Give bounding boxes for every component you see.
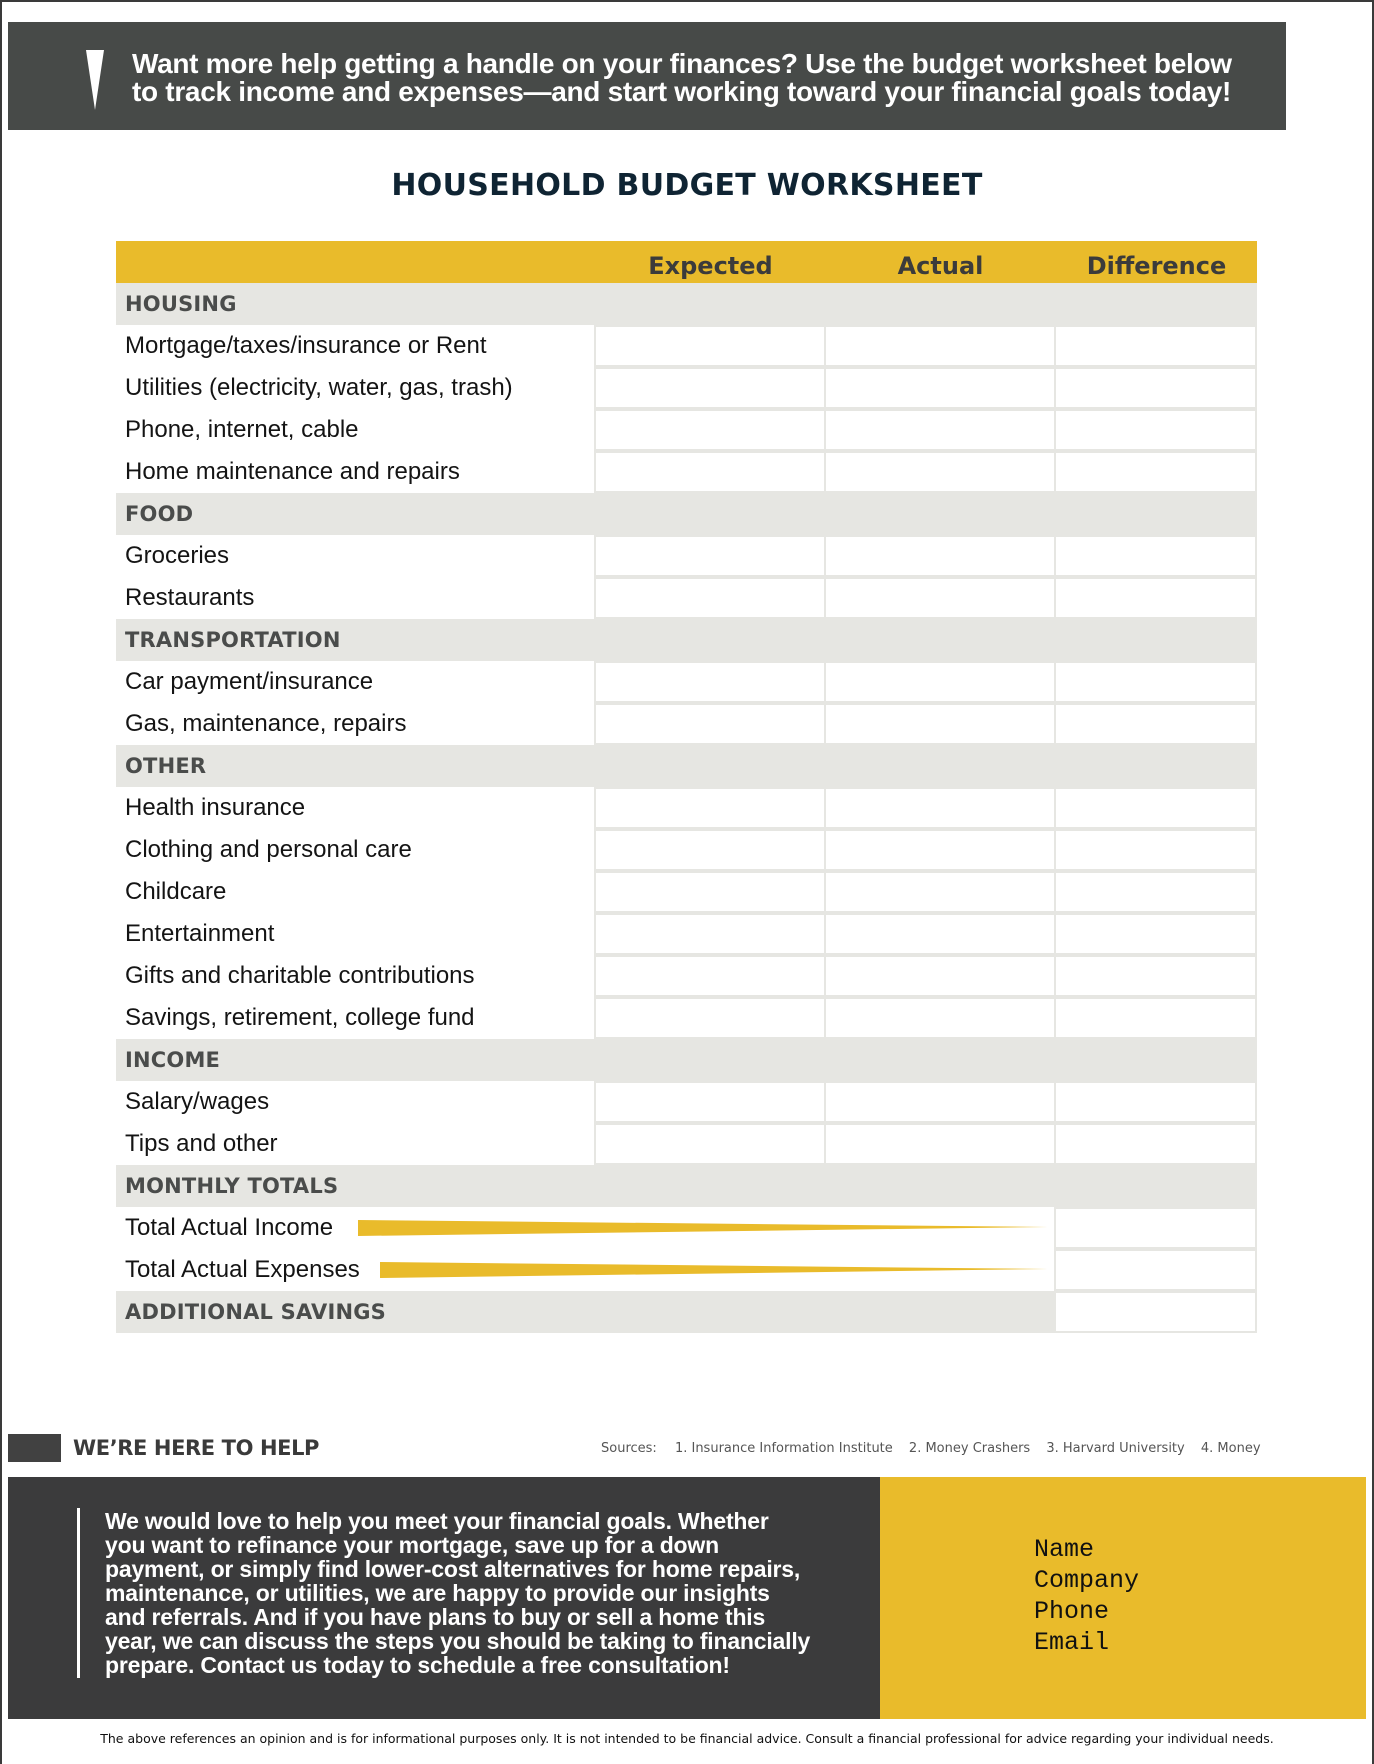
column-header-actual: Actual [897, 252, 984, 280]
expected-cell[interactable] [596, 705, 824, 743]
help-body-line: We would love to help you meet your financial goals. Whether [105, 1508, 769, 1534]
total-expenses-cell[interactable] [1056, 1251, 1255, 1289]
expected-cell[interactable] [596, 1083, 824, 1121]
source-item-1: 1. Insurance Information Institute [674, 1441, 893, 1456]
additional-savings-cell[interactable] [1056, 1293, 1255, 1331]
actual-cell[interactable] [826, 789, 1054, 827]
table-row [116, 787, 1257, 829]
expected-cell[interactable] [596, 369, 824, 407]
row-label: Entertainment [116, 913, 594, 955]
help-body-line: payment, or simply find lower-cost alternatives for home repairs, [105, 1556, 801, 1582]
source-item-4: 4. Money [1200, 1441, 1261, 1456]
table-row [116, 451, 1257, 493]
difference-cell[interactable] [1056, 915, 1255, 953]
disclaimer: The above references an opinion and is for informational purposes only. It is not intended to be financial advice. Consult a financial professional for advice regarding your individual needs. [100, 1731, 1274, 1746]
row-label: Restaurants [116, 577, 594, 619]
row-label: Home maintenance and repairs [116, 451, 594, 493]
contact-phone: Phone [1034, 1597, 1110, 1626]
difference-cell[interactable] [1056, 999, 1255, 1037]
table-row [116, 325, 1257, 367]
row-label: Gas, maintenance, repairs [116, 703, 594, 745]
table-row [116, 535, 1257, 577]
difference-cell[interactable] [1056, 327, 1255, 365]
section-header-food: FOOD [116, 493, 1257, 535]
total-expenses-row [116, 1249, 1257, 1291]
expected-cell[interactable] [596, 1125, 824, 1163]
contact-details [1034, 1534, 1139, 1658]
row-label: Savings, retirement, college fund [116, 997, 594, 1039]
source-item-2: 2. Money Crashers [908, 1441, 1031, 1456]
page-title: HOUSEHOLD BUDGET WORKSHEET [391, 168, 983, 203]
actual-cell[interactable] [826, 537, 1054, 575]
help-body-line: year, we can discuss the steps you should be taking to financially [105, 1628, 811, 1654]
table-row [116, 661, 1257, 703]
table-row [116, 955, 1257, 997]
actual-cell[interactable] [826, 957, 1054, 995]
table-row [116, 871, 1257, 913]
table-row [116, 913, 1257, 955]
expected-cell[interactable] [596, 873, 824, 911]
actual-cell[interactable] [826, 369, 1054, 407]
sources-label: Sources: [601, 1441, 657, 1456]
expected-cell[interactable] [596, 537, 824, 575]
difference-cell[interactable] [1056, 1083, 1255, 1121]
difference-cell[interactable] [1056, 789, 1255, 827]
row-label: Clothing and personal care [116, 829, 594, 871]
table-row [116, 577, 1257, 619]
help-body-line: prepare. Contact us today to schedule a free consultation! [105, 1652, 730, 1678]
actual-cell[interactable] [826, 1125, 1054, 1163]
banner-text [132, 50, 1262, 106]
section-header-income: INCOME [116, 1039, 1257, 1081]
row-label: Childcare [116, 871, 594, 913]
actual-cell[interactable] [826, 705, 1054, 743]
expected-cell[interactable] [596, 411, 824, 449]
difference-cell[interactable] [1056, 369, 1255, 407]
difference-cell[interactable] [1056, 831, 1255, 869]
expected-cell[interactable] [596, 957, 824, 995]
table-row [116, 703, 1257, 745]
difference-cell[interactable] [1056, 579, 1255, 617]
expected-cell[interactable] [596, 453, 824, 491]
section-header-monthly-totals: MONTHLY TOTALS [116, 1165, 1257, 1207]
table-header [116, 241, 1257, 283]
contact-company: Company [1034, 1566, 1140, 1595]
help-body [105, 1509, 825, 1677]
row-label: Utilities (electricity, water, gas, trash) [116, 367, 594, 409]
total-expenses-label: Total Actual Expenses [125, 1249, 370, 1291]
additional-savings-label: ADDITIONAL SAVINGS [125, 1300, 386, 1324]
difference-cell[interactable] [1056, 537, 1255, 575]
budget-table [116, 241, 1257, 1333]
total-income-row [116, 1207, 1257, 1249]
expected-cell[interactable] [596, 915, 824, 953]
expected-cell[interactable] [596, 999, 824, 1037]
row-label: Salary/wages [116, 1081, 594, 1123]
expected-cell[interactable] [596, 663, 824, 701]
actual-cell[interactable] [826, 999, 1054, 1037]
additional-savings-row [116, 1291, 1257, 1333]
table-body [116, 283, 1257, 1165]
help-body-line: maintenance, or utilities, we are happy to provide our insights [105, 1580, 770, 1606]
expected-cell[interactable] [596, 579, 824, 617]
table-row [116, 997, 1257, 1039]
row-label: Health insurance [116, 787, 594, 829]
help-body-line: you want to refinance your mortgage, save up for a down [105, 1532, 719, 1558]
difference-cell[interactable] [1056, 957, 1255, 995]
table-row [116, 1081, 1257, 1123]
difference-cell[interactable] [1056, 663, 1255, 701]
actual-cell[interactable] [826, 663, 1054, 701]
column-header-expected: Expected [648, 252, 773, 280]
table-row [116, 829, 1257, 871]
contact-name: Name [1034, 1535, 1095, 1564]
row-label: Gifts and charitable contributions [116, 955, 594, 997]
difference-cell[interactable] [1056, 873, 1255, 911]
expected-cell[interactable] [596, 327, 824, 365]
banner-marker-icon [86, 50, 104, 110]
section-header-other: OTHER [116, 745, 1257, 787]
column-header-difference: Difference [1086, 252, 1227, 280]
difference-cell[interactable] [1056, 1125, 1255, 1163]
difference-cell[interactable] [1056, 453, 1255, 491]
banner-line-1: Want more help getting a handle on your finances? Use the budget worksheet below [132, 48, 1232, 79]
table-row [116, 409, 1257, 451]
section-header-transportation: TRANSPORTATION [116, 619, 1257, 661]
row-label: Tips and other [116, 1123, 594, 1165]
total-income-cell[interactable] [1056, 1209, 1255, 1247]
actual-cell[interactable] [826, 1083, 1054, 1121]
help-accent-bar [8, 1434, 61, 1462]
help-title: WE’RE HERE TO HELP [73, 1436, 320, 1460]
actual-cell[interactable] [826, 915, 1054, 953]
table-row [116, 367, 1257, 409]
expected-cell[interactable] [596, 789, 824, 827]
total-income-label: Total Actual Income [125, 1207, 343, 1249]
table-row [116, 1123, 1257, 1165]
actual-cell[interactable] [826, 831, 1054, 869]
section-header-housing: HOUSING [116, 283, 1257, 325]
row-label: Phone, internet, cable [116, 409, 594, 451]
row-label: Car payment/insurance [116, 661, 594, 703]
help-body-line: and referrals. And if you have plans to buy or sell a home this [105, 1604, 766, 1630]
actual-cell[interactable] [826, 873, 1054, 911]
actual-cell[interactable] [826, 327, 1054, 365]
sources [601, 1441, 1273, 1456]
source-item-3: 3. Harvard University [1046, 1441, 1185, 1456]
total-income-arrow-icon [358, 1219, 1056, 1237]
expected-cell[interactable] [596, 831, 824, 869]
row-label: Mortgage/taxes/insurance or Rent [116, 325, 594, 367]
help-panel-divider [77, 1508, 80, 1678]
contact-email: Email [1034, 1628, 1110, 1657]
difference-cell[interactable] [1056, 411, 1255, 449]
row-label: Groceries [116, 535, 594, 577]
banner-line-2: to track income and expenses—and start working toward your financial goals today! [132, 76, 1232, 107]
actual-cell[interactable] [826, 453, 1054, 491]
difference-cell[interactable] [1056, 705, 1255, 743]
actual-cell[interactable] [826, 411, 1054, 449]
actual-cell[interactable] [826, 579, 1054, 617]
total-expenses-arrow-icon [380, 1261, 1056, 1279]
